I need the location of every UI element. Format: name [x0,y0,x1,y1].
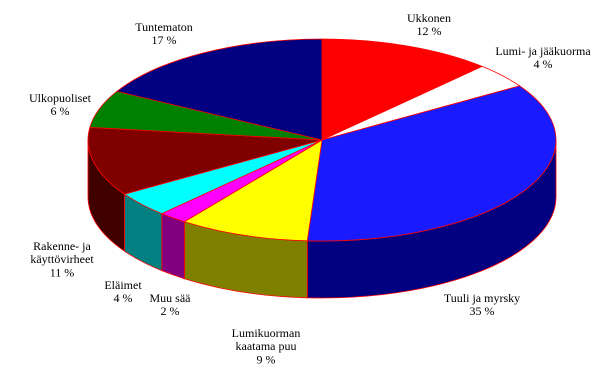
pie-side-muu-saa [162,214,185,279]
data-label-lumi-ja-jaakuorma: Lumi- ja jääkuorma 4 % [495,44,591,72]
data-label-tuntematon: Tuntematon 17 % [135,20,193,48]
data-label-rakenne-ja-kayttovirheet: Rakenne- ja käyttövirheet 11 % [30,239,94,280]
data-label-ukkonen: Ukkonen 12 % [407,11,451,39]
data-label-tuuli-ja-myrsky: Tuuli ja myrsky 35 % [443,291,521,319]
data-label-elaimet: Eläimet 4 % [104,278,142,306]
data-label-lumikuorman-kaatama-puu: Lumikuorman kaatama puu 9 % [231,326,301,367]
data-label-ulkopuoliset: Ulkopuoliset 6 % [29,91,91,119]
data-label-muu-saa: Muu sää 2 % [149,291,191,319]
pie-tops [88,39,556,241]
